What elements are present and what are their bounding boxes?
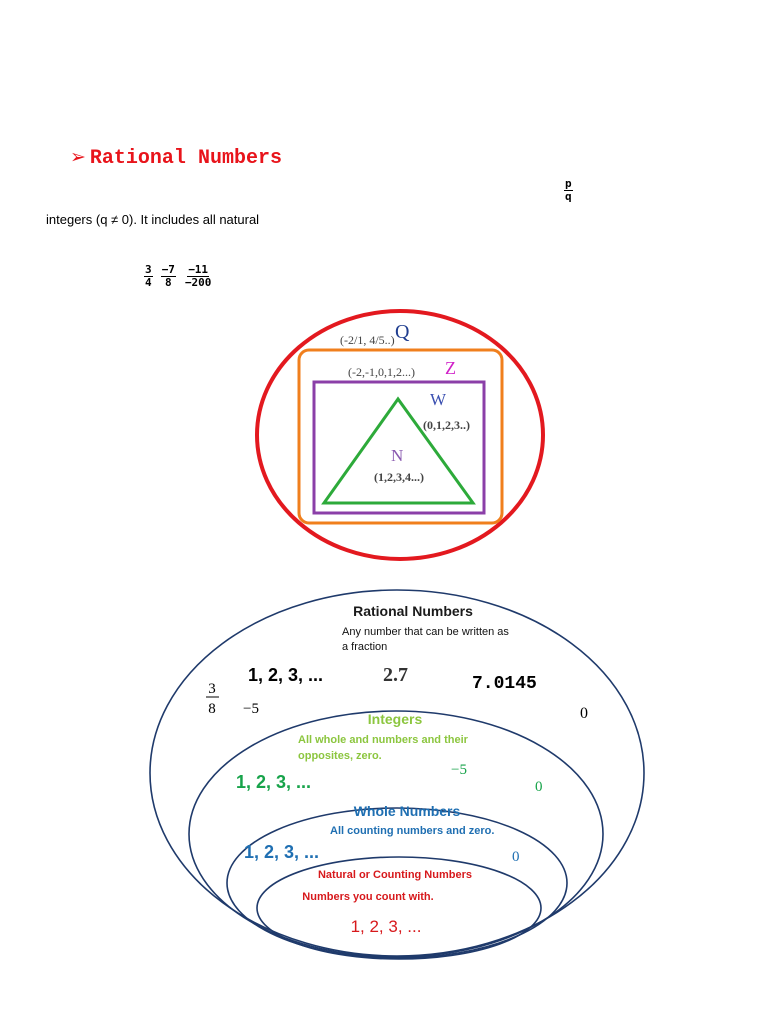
z-examples: (-2,-1,0,1,2...)	[348, 365, 415, 379]
fraction-numerator: 3	[145, 263, 152, 276]
whole-example-counting: 1, 2, 3, ...	[244, 842, 320, 862]
fraction-denominator: 8	[164, 276, 172, 289]
z-letter: Z	[445, 358, 456, 378]
q-letter: Q	[395, 321, 410, 343]
natural-title: Natural or Counting Numbers	[317, 869, 473, 881]
rational-fraction-denominator: 8	[208, 701, 216, 717]
fraction-denominator: 4	[145, 276, 152, 289]
rational-desc-line1: Any number that can be written as	[342, 626, 509, 638]
rational-fraction-numerator: 3	[208, 681, 216, 697]
rational-title: Rational Numbers	[353, 603, 473, 619]
pq-denominator: q	[565, 190, 572, 203]
arrow-bullet-icon: ➢	[70, 146, 86, 168]
integers-example-counting: 1, 2, 3, ...	[236, 772, 312, 792]
whole-title: Whole Numbers	[353, 803, 461, 819]
rational-example-decimal: 2.7	[383, 664, 408, 686]
w-letter: W	[430, 390, 447, 409]
integers-desc-line1: All whole and numbers and their	[298, 734, 468, 746]
integers-desc-line2: opposites, zero.	[298, 750, 382, 762]
fraction-denominator: −200	[184, 276, 212, 289]
q-examples: (-2/1, 4/5..)	[340, 333, 395, 347]
rational-example-decimal2: 7.0145	[472, 674, 537, 694]
section-title: Rational Numbers	[89, 147, 282, 170]
rational-example-counting: 1, 2, 3, ...	[248, 665, 324, 685]
rational-desc-line2: a fraction	[342, 641, 388, 653]
natural-desc: Numbers you count with.	[302, 891, 434, 903]
n-letter: N	[391, 446, 404, 465]
fraction-numerator: −11	[188, 263, 209, 276]
integers-title: Integers	[367, 711, 423, 727]
w-examples: (0,1,2,3..)	[423, 418, 470, 432]
rational-negative: −5	[243, 701, 259, 717]
nested-sets-diagram	[150, 590, 644, 959]
natural-example-counting: 1, 2, 3, ...	[350, 917, 422, 936]
intro-text: integers (q ≠ 0). It includes all natural	[46, 212, 260, 227]
whole-zero: 0	[512, 849, 520, 865]
integers-negative: −5	[451, 762, 467, 778]
fraction-numerator: −7	[161, 263, 175, 276]
venn-diagram	[257, 311, 543, 559]
n-examples: (1,2,3,4...)	[374, 470, 424, 484]
integers-zero: 0	[535, 779, 543, 795]
whole-desc: All counting numbers and zero.	[330, 825, 495, 837]
rational-zero: 0	[580, 705, 588, 722]
pq-numerator: p	[565, 177, 572, 190]
